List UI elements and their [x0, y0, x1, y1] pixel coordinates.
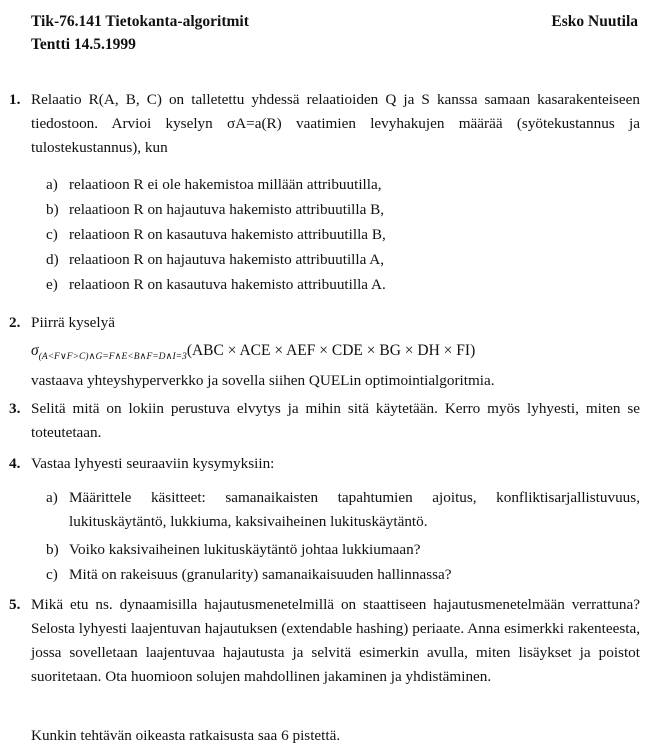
item-text: relaatioon R on kasautuva hakemisto attribuutilla A.	[69, 276, 386, 293]
item-text: relaatioon R on hajautuva hakemisto attribuutilla A,	[69, 251, 385, 268]
item-text: relaatioon R ei ole hakemistoa millään attribuutilla,	[69, 176, 382, 193]
question-number: 1.	[9, 91, 21, 108]
question-number: 2.	[9, 314, 21, 331]
formula-subscript: (A<F∨F>C)∧G=F∧E<B∧F=D∧I=3	[38, 352, 187, 362]
question-text: Vastaa lyhyesti seuraaviin kysymyksiin:	[31, 455, 275, 472]
question-number: 4.	[9, 455, 21, 472]
list-item	[31, 486, 640, 534]
question-number: 3.	[9, 400, 21, 417]
list-item	[31, 198, 640, 223]
item-label: d)	[46, 251, 59, 268]
course-title: Tik-76.141 Tietokanta-algoritmit	[31, 13, 249, 30]
question-text-continued: vastaava yhteyshyperverkko ja sovella siihen QUELin optimointialgoritmia.	[31, 372, 495, 389]
question-text: Piirrä kyselyä	[31, 314, 115, 331]
item-label: e)	[46, 276, 58, 293]
item-text: Voiko kaksivaiheinen lukituskäytäntö johtaa lukkiumaan?	[69, 541, 421, 558]
formula-sigma: σ	[31, 342, 39, 359]
item-label: c)	[46, 226, 58, 243]
exam-date: Tentti 14.5.1999	[31, 36, 136, 53]
item-label: b)	[46, 541, 59, 558]
question-number: 5.	[9, 596, 21, 613]
list-item	[31, 248, 640, 273]
list-item	[31, 173, 640, 198]
list-item	[31, 223, 640, 248]
item-text: Mitä on rakeisuus (granularity) samanaikaisuuden hallinnassa?	[69, 566, 452, 583]
item-label: a)	[46, 489, 58, 506]
list-item	[31, 563, 640, 588]
item-label: c)	[46, 566, 58, 583]
item-text: Määrittele käsitteet: samanaikaisten tapahtumien ajoitus, konfliktisarjallistuvuus, lukituskäytäntö, lukkiuma, kaksivaiheinen lukituskäytäntö.	[69, 489, 640, 530]
scoring-note: Kunkin tehtävän oikeasta ratkaisusta saa 6 pistettä.	[31, 727, 341, 744]
question-text: Relaatio R(A, B, C) on talletettu yhdessä relaatioiden Q ja S kanssa samaan kasarakenteiseen tiedostoon. Arvioi kyselyn σA=a(R) vaatimien levyhakujen määrää (syötekustannus ja tulostekustannus), kun	[31, 91, 640, 156]
query-formula	[31, 339, 640, 369]
list-item	[31, 538, 640, 563]
question-text: Mikä etu ns. dynaamisilla hajautusmenetelmillä on staattiseen hajautusmenetelmään verrattuna? Selosta lyhyesti laajentuvan hajautuksen (extendable hashing) periaate. Anna esimerkki rakenteesta, jossa sovelletaan laajentuvaa hajautusta ja selvitä esimerkin avulla, miten lisäykset ja poistot suoritetaan. Ota huomioon solujen mahdollinen jakaminen ja yhdistäminen.	[31, 596, 640, 685]
item-label: b)	[46, 201, 59, 218]
item-label: a)	[46, 176, 58, 193]
list-item	[31, 273, 640, 298]
question-text: Selitä mitä on lokiin perustuva elvytys ja mihin sitä käytetään. Kerro myös lyhyesti, miten se toteutetaan.	[31, 400, 640, 441]
item-text: relaatioon R on kasautuva hakemisto attribuutilla B,	[69, 226, 386, 243]
author-name: Esko Nuutila	[551, 13, 638, 30]
formula-body: (ABC × ACE × AEF × CDE × BG × DH × FI)	[186, 342, 476, 359]
item-text: relaatioon R on hajautuva hakemisto attribuutilla B,	[69, 201, 385, 218]
